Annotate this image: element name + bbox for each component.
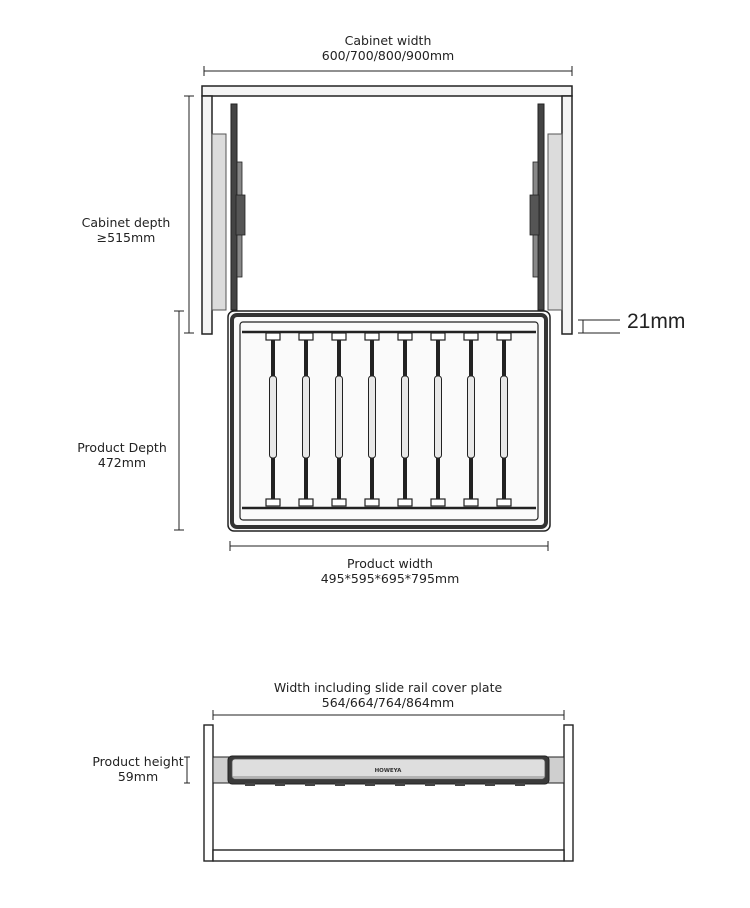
basket-foot — [485, 783, 495, 786]
offset-value: 21mm — [627, 310, 686, 333]
cabinet-depth-label — [66, 215, 186, 245]
cover-width-label — [263, 680, 513, 710]
product-width-dimension — [230, 541, 548, 551]
basket-foot — [395, 783, 405, 786]
product-height-label — [82, 754, 194, 784]
cabinet-depth-title: Cabinet depth — [81, 215, 171, 230]
product-width-title: Product width — [347, 556, 433, 571]
basket-foot — [515, 783, 525, 786]
product-depth-label — [62, 440, 182, 470]
cover-width-title: Width including slide rail cover plate — [273, 680, 503, 695]
product-width-label — [290, 556, 490, 586]
basket-foot — [275, 783, 285, 786]
product-width-value: 495*595*695*795mm — [320, 571, 460, 586]
cabinet-width-title: Cabinet width — [344, 33, 432, 48]
cover-width-value: 564/664/764/864mm — [321, 695, 455, 710]
product-height-title: Product height — [92, 754, 184, 769]
basket-foot — [455, 783, 465, 786]
cabinet-outline — [202, 86, 572, 334]
basket-foot — [335, 783, 345, 786]
cabinet-width-label — [288, 33, 488, 63]
cabinet-width-value: 600/700/800/900mm — [321, 48, 455, 63]
basket-foot — [245, 783, 255, 786]
front-cabinet — [204, 725, 573, 861]
cover-width-dimension — [213, 710, 564, 720]
offset-dimension — [578, 320, 620, 333]
brand-logo: HOWEYA — [374, 768, 402, 774]
slide-rail-right — [530, 104, 544, 310]
basket-foot — [425, 783, 435, 786]
basket-foot — [365, 783, 375, 786]
product-height-value: 59mm — [117, 769, 159, 784]
product-depth-dimension — [174, 311, 184, 530]
slide-rail-left — [231, 104, 245, 310]
cabinet-depth-value: ≥515mm — [96, 230, 156, 245]
cabinet-width-dimension — [204, 66, 572, 76]
product-depth-title: Product Depth — [77, 440, 167, 455]
product-depth-value: 472mm — [97, 455, 147, 470]
basket-foot — [305, 783, 315, 786]
